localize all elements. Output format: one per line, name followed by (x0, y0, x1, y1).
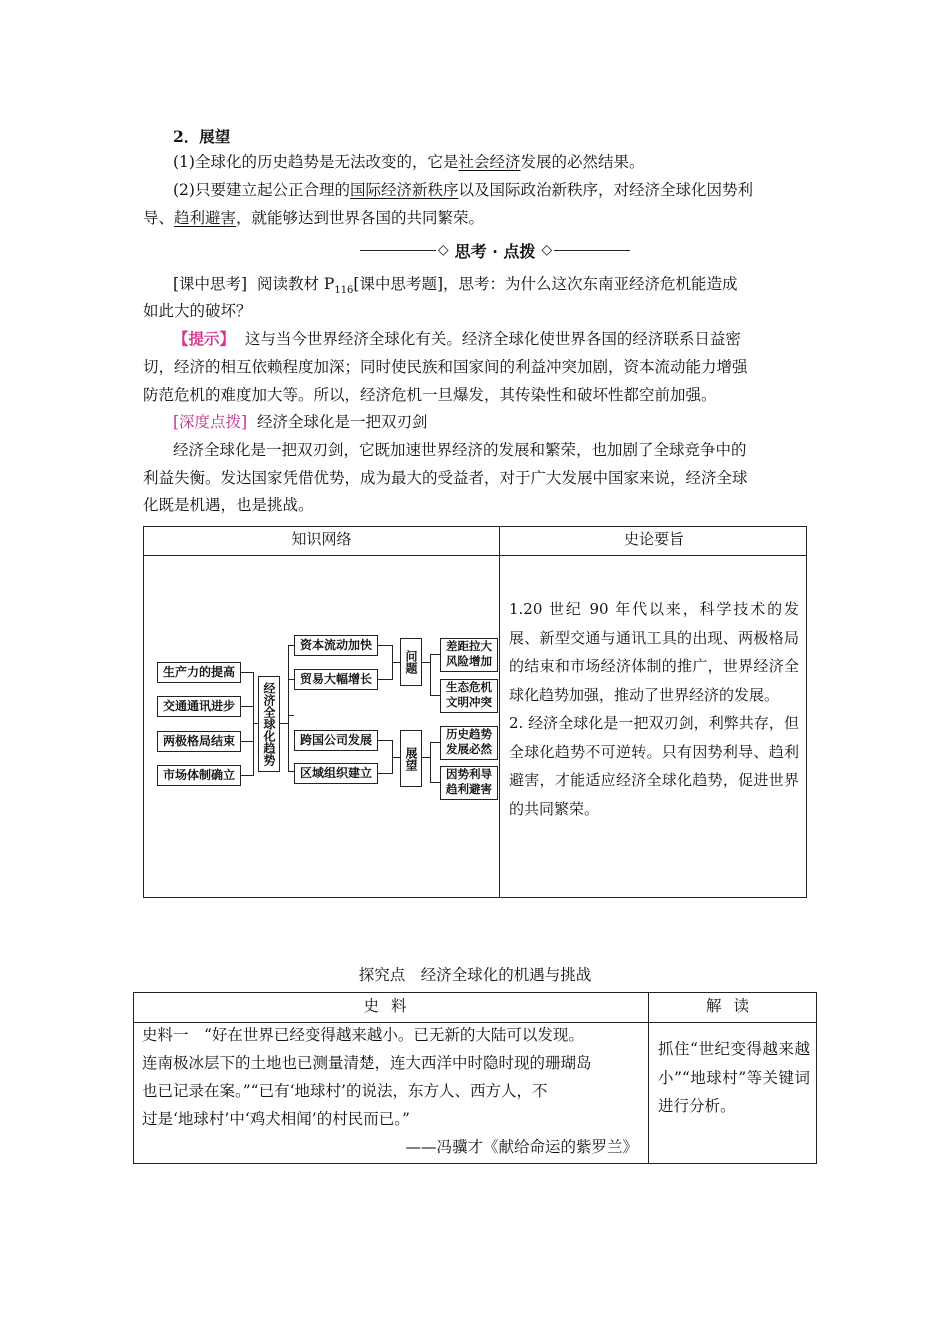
cause-box: 两极格局结束 (157, 731, 241, 752)
connector-line (422, 662, 430, 663)
connector-line (241, 706, 253, 707)
connector-line (392, 662, 400, 663)
cause-box: 生产力的提高 (157, 662, 241, 683)
center-label: 经济全球化趋势 (262, 682, 276, 766)
source-line: 连南极冰层下的土地也已测量清楚，连大西洋中时隐时现的珊瑚岛 (142, 1054, 592, 1072)
connector-line (392, 757, 400, 758)
deep-label: [深度点拨] (173, 413, 248, 431)
text: 发展的必然结果。 (520, 153, 645, 171)
outlook-paragraph-1 (173, 148, 838, 176)
key-point-1: 1.20 世纪 90 年代以来，科学技术的发展、新型交通与通讯工具的出现、两极格局的结束和市场经济体制的推广，世界经济全球化趋势加强，推动了世界经济的发展。 (509, 600, 799, 704)
diamond-icon: ◇ (437, 242, 449, 258)
connector-line (430, 695, 440, 696)
text: 导、 (143, 209, 175, 227)
section-header (360, 238, 630, 262)
connector-line (378, 740, 392, 741)
outlook-paragraph-2 (173, 176, 838, 204)
outlook-label: 展望 (404, 746, 418, 771)
box-line: 风险增加 (446, 654, 492, 668)
connector-line (280, 723, 288, 724)
connector-line (378, 645, 392, 646)
trend-box: 跨国公司发展 (294, 730, 378, 751)
interpretation-text: 抓住“世纪变得越来越小”“地球村”等关键词进行分析。 (658, 1040, 810, 1115)
box-line: 趋利避害 (446, 782, 492, 796)
connector-line (430, 654, 431, 695)
table-divider (499, 527, 500, 897)
outlook-item-box (440, 766, 498, 800)
think-label: [课中思考] (173, 275, 248, 293)
header-rule-right (554, 250, 630, 251)
connector-line (378, 773, 392, 774)
box-line: 发展必然 (446, 742, 492, 756)
box-line: 历史趋势 (446, 727, 492, 741)
deep-line-1: 经济全球化是一把双刃剑，它既加速世界经济的发展和繁荣，也加剧了全球竞争中的 (173, 441, 747, 459)
page-subscript: 116 (334, 285, 354, 297)
hint-line-3: 防范危机的难度加大等。所以，经济危机一旦爆发，其传染性和破坏性都空前加强。 (143, 386, 717, 404)
center-box (258, 676, 280, 772)
hint-line-2: 切，经济的相互依赖程度加深；同时使民族和国家间的利益冲突加剧，资本流动能力增强 (143, 358, 748, 376)
cause-box: 市场体制确立 (157, 765, 241, 786)
deep-line-2: 利益失衡。发达国家凭借优势，成为最大的受益者，对于广大发展中国家来说，经济全球 (143, 469, 748, 487)
trend-box: 资本流动加快 (294, 635, 378, 656)
problem-label: 问题 (404, 650, 418, 674)
box-line: 差距拉大 (446, 639, 492, 653)
connector-line (288, 715, 294, 716)
source-citation: ——冯骥才《献给命运的紫罗兰》 (405, 1138, 638, 1156)
header-rule-left (360, 250, 436, 251)
deep-line-3: 化既是机遇，也是挑战。 (143, 496, 314, 514)
hint-label: 【提示】 (173, 329, 236, 348)
diamond-icon: ◇ (541, 242, 553, 258)
box-line: 因势利导 (446, 767, 492, 781)
cause-box: 交通通讯进步 (157, 696, 241, 717)
deep-title: 经济全球化是一把双刃剑 (256, 413, 428, 431)
problem-box (400, 638, 422, 686)
header-knowledge-network: 知识网络 (291, 530, 352, 548)
connector-line (422, 757, 430, 758)
hint-line-1 (173, 325, 838, 353)
section-title: 思考 · 点拨 (454, 241, 536, 261)
research-title: 探究点 经济全球化的机遇与挑战 (358, 966, 592, 984)
deep-heading (173, 408, 838, 436)
trend-box: 贸易大幅增长 (294, 669, 378, 690)
text: (1)全球化的历史趋势是无法改变的，它是 (173, 153, 459, 171)
knowledge-table (143, 526, 807, 898)
connector-line (430, 742, 440, 743)
connector-line (241, 672, 253, 673)
box-line: 文明冲突 (446, 695, 492, 709)
outlook-item-box (440, 726, 498, 760)
key-point-2: 2. 经济全球化是一把双刃剑，利弊共存，但全球化趋势不可逆转。只有因势利导、趋利避害，才能适应经济全球化趋势，促进世界的共同繁荣。 (509, 714, 799, 818)
outlook-box (400, 730, 422, 787)
connector-line (288, 645, 289, 772)
connector-line (430, 654, 440, 655)
header-key-points: 史论要旨 (623, 530, 684, 548)
header-interpretation: 解读 (705, 997, 761, 1015)
problem-item-box (440, 638, 498, 672)
trend-box: 区域组织建立 (294, 763, 378, 784)
text: (2)只要建立起公正合理的 (173, 181, 350, 199)
key-points-text (509, 595, 799, 823)
connector-line (430, 782, 440, 783)
connector-line (378, 679, 392, 680)
connector-line (241, 741, 253, 742)
source-text (142, 1021, 642, 1161)
problem-item-box (440, 679, 498, 713)
source-line: 史料一 “好在世界已经变得越来越小。已无新的大陆可以发现。 (142, 1026, 584, 1044)
header-source: 史料 (363, 997, 419, 1015)
research-table (133, 992, 817, 1164)
connector-line (241, 775, 253, 776)
box-line: 生态危机 (446, 680, 492, 694)
source-line: 也已记录在案。”“已有‘地球村’的说法，东方人、西方人，不 (142, 1082, 548, 1100)
text: [课中思考题]，思考：为什么这次东南亚经济危机能造成 (353, 275, 738, 293)
connector-line (253, 672, 254, 776)
text: 以及国际政治新秩序，对经济全球化因势利 (458, 181, 753, 199)
source-line: 过是‘地球村’中‘鸡犬相闻’的村民而已。” (142, 1110, 410, 1128)
connector-line (430, 742, 431, 782)
text: 这与当今世界经济全球化有关。经济全球化使世界各国的经济联系日益密 (244, 330, 741, 348)
underlined-term: 国际经济新秩序 (349, 181, 459, 199)
outlook-paragraph-3 (143, 204, 808, 232)
outlook-heading: 2．展望 (173, 127, 231, 146)
think-question-cont: 如此大的破坏？ (143, 302, 252, 320)
text: 阅读教材 P (256, 275, 335, 293)
table-divider (144, 555, 806, 556)
text: ，就能够达到世界各国的共同繁荣。 (236, 209, 485, 227)
underlined-term: 社会经济 (458, 153, 521, 171)
underlined-term: 趋利避害 (174, 209, 237, 227)
